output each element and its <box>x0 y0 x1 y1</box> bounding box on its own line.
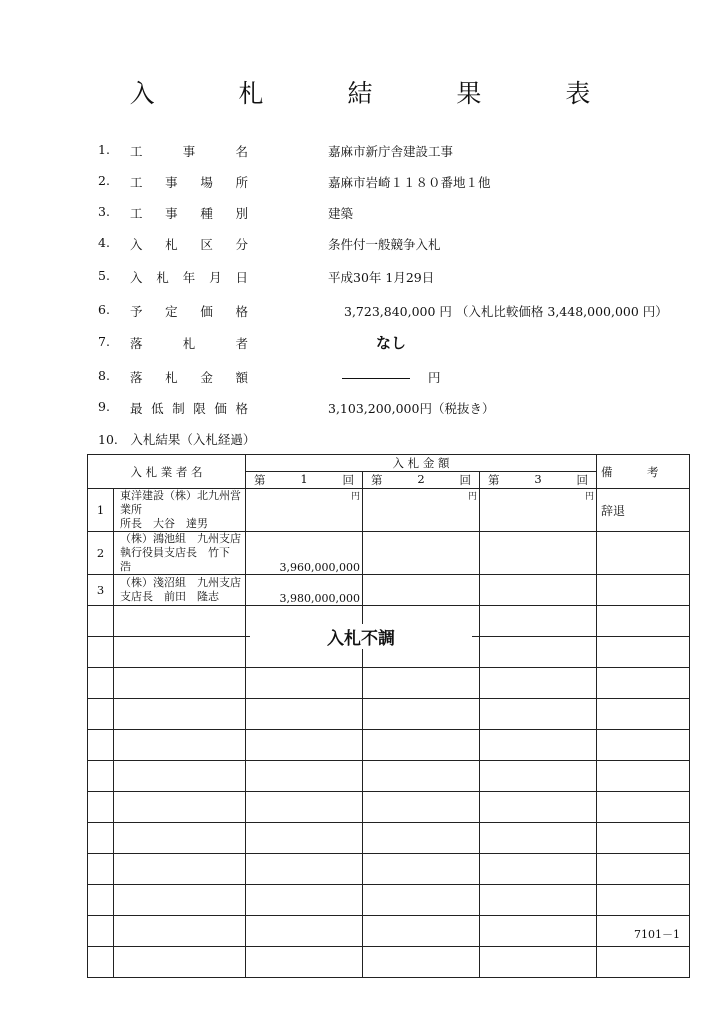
item-value: 条件付一般競争入札 <box>328 237 441 252</box>
bid-results-table <box>87 454 690 978</box>
table-row: 1 東洋建設（株）北九州営業所 所長 大谷 達男 円 円 円 辞退 <box>88 489 690 532</box>
bidder-header: 入 札 業 者 名 <box>88 455 246 489</box>
item-10-heading: 10. 入札結果（入札経過） <box>98 432 256 447</box>
item-label: 工 事 種 別 <box>130 206 248 221</box>
note-header: 備 考 <box>597 455 690 489</box>
item-label: 工 事 場 所 <box>130 175 248 190</box>
item-label: 落 札 者 <box>130 336 248 351</box>
item-value: 平成30年 1月29日 <box>328 270 435 285</box>
winner-value: なし <box>376 334 407 352</box>
round-2-header: 第 2 回 <box>363 472 480 489</box>
table-row: 3 （株）淺沼組 九州支店 支店長 前田 隆志 3,980,000,000 <box>88 575 690 606</box>
item-label: 落 札 金 額 <box>130 370 248 385</box>
item-label: 最 低 制 限 価 格 <box>130 401 248 416</box>
item-value: 3,723,840,000 円 （入札比較価格 3,448,000,000 円） <box>344 304 668 319</box>
item-value: 円 <box>342 368 441 386</box>
item-value: 建築 <box>328 206 354 221</box>
bid-failed-stamp: 入札不調 <box>250 624 472 649</box>
page-title: 入 札 結 果 表 <box>129 79 629 108</box>
item-label: 入 札 年 月 日 <box>130 270 248 285</box>
item-label: 入 札 区 分 <box>130 237 248 252</box>
table-row: 2 （株）鴻池組 九州支店 執行役員支店長 竹下 浩 3,960,000,000 <box>88 532 690 575</box>
blank-amount-line <box>342 378 410 379</box>
round-1-header: 第 1 回 <box>246 472 363 489</box>
item-value: 嘉麻市新庁舎建設工事 <box>328 144 454 159</box>
amount-header: 入 札 金 額 <box>246 455 597 472</box>
item-label: 工 事 名 <box>130 144 248 159</box>
form-number: 7101－1 <box>634 928 680 941</box>
item-value: 3,103,200,000円（税抜き） <box>328 401 495 416</box>
round-3-header: 第 3 回 <box>480 472 597 489</box>
item-label: 予 定 価 格 <box>130 304 248 319</box>
item-value: 嘉麻市岩崎１１８０番地１他 <box>328 175 491 190</box>
